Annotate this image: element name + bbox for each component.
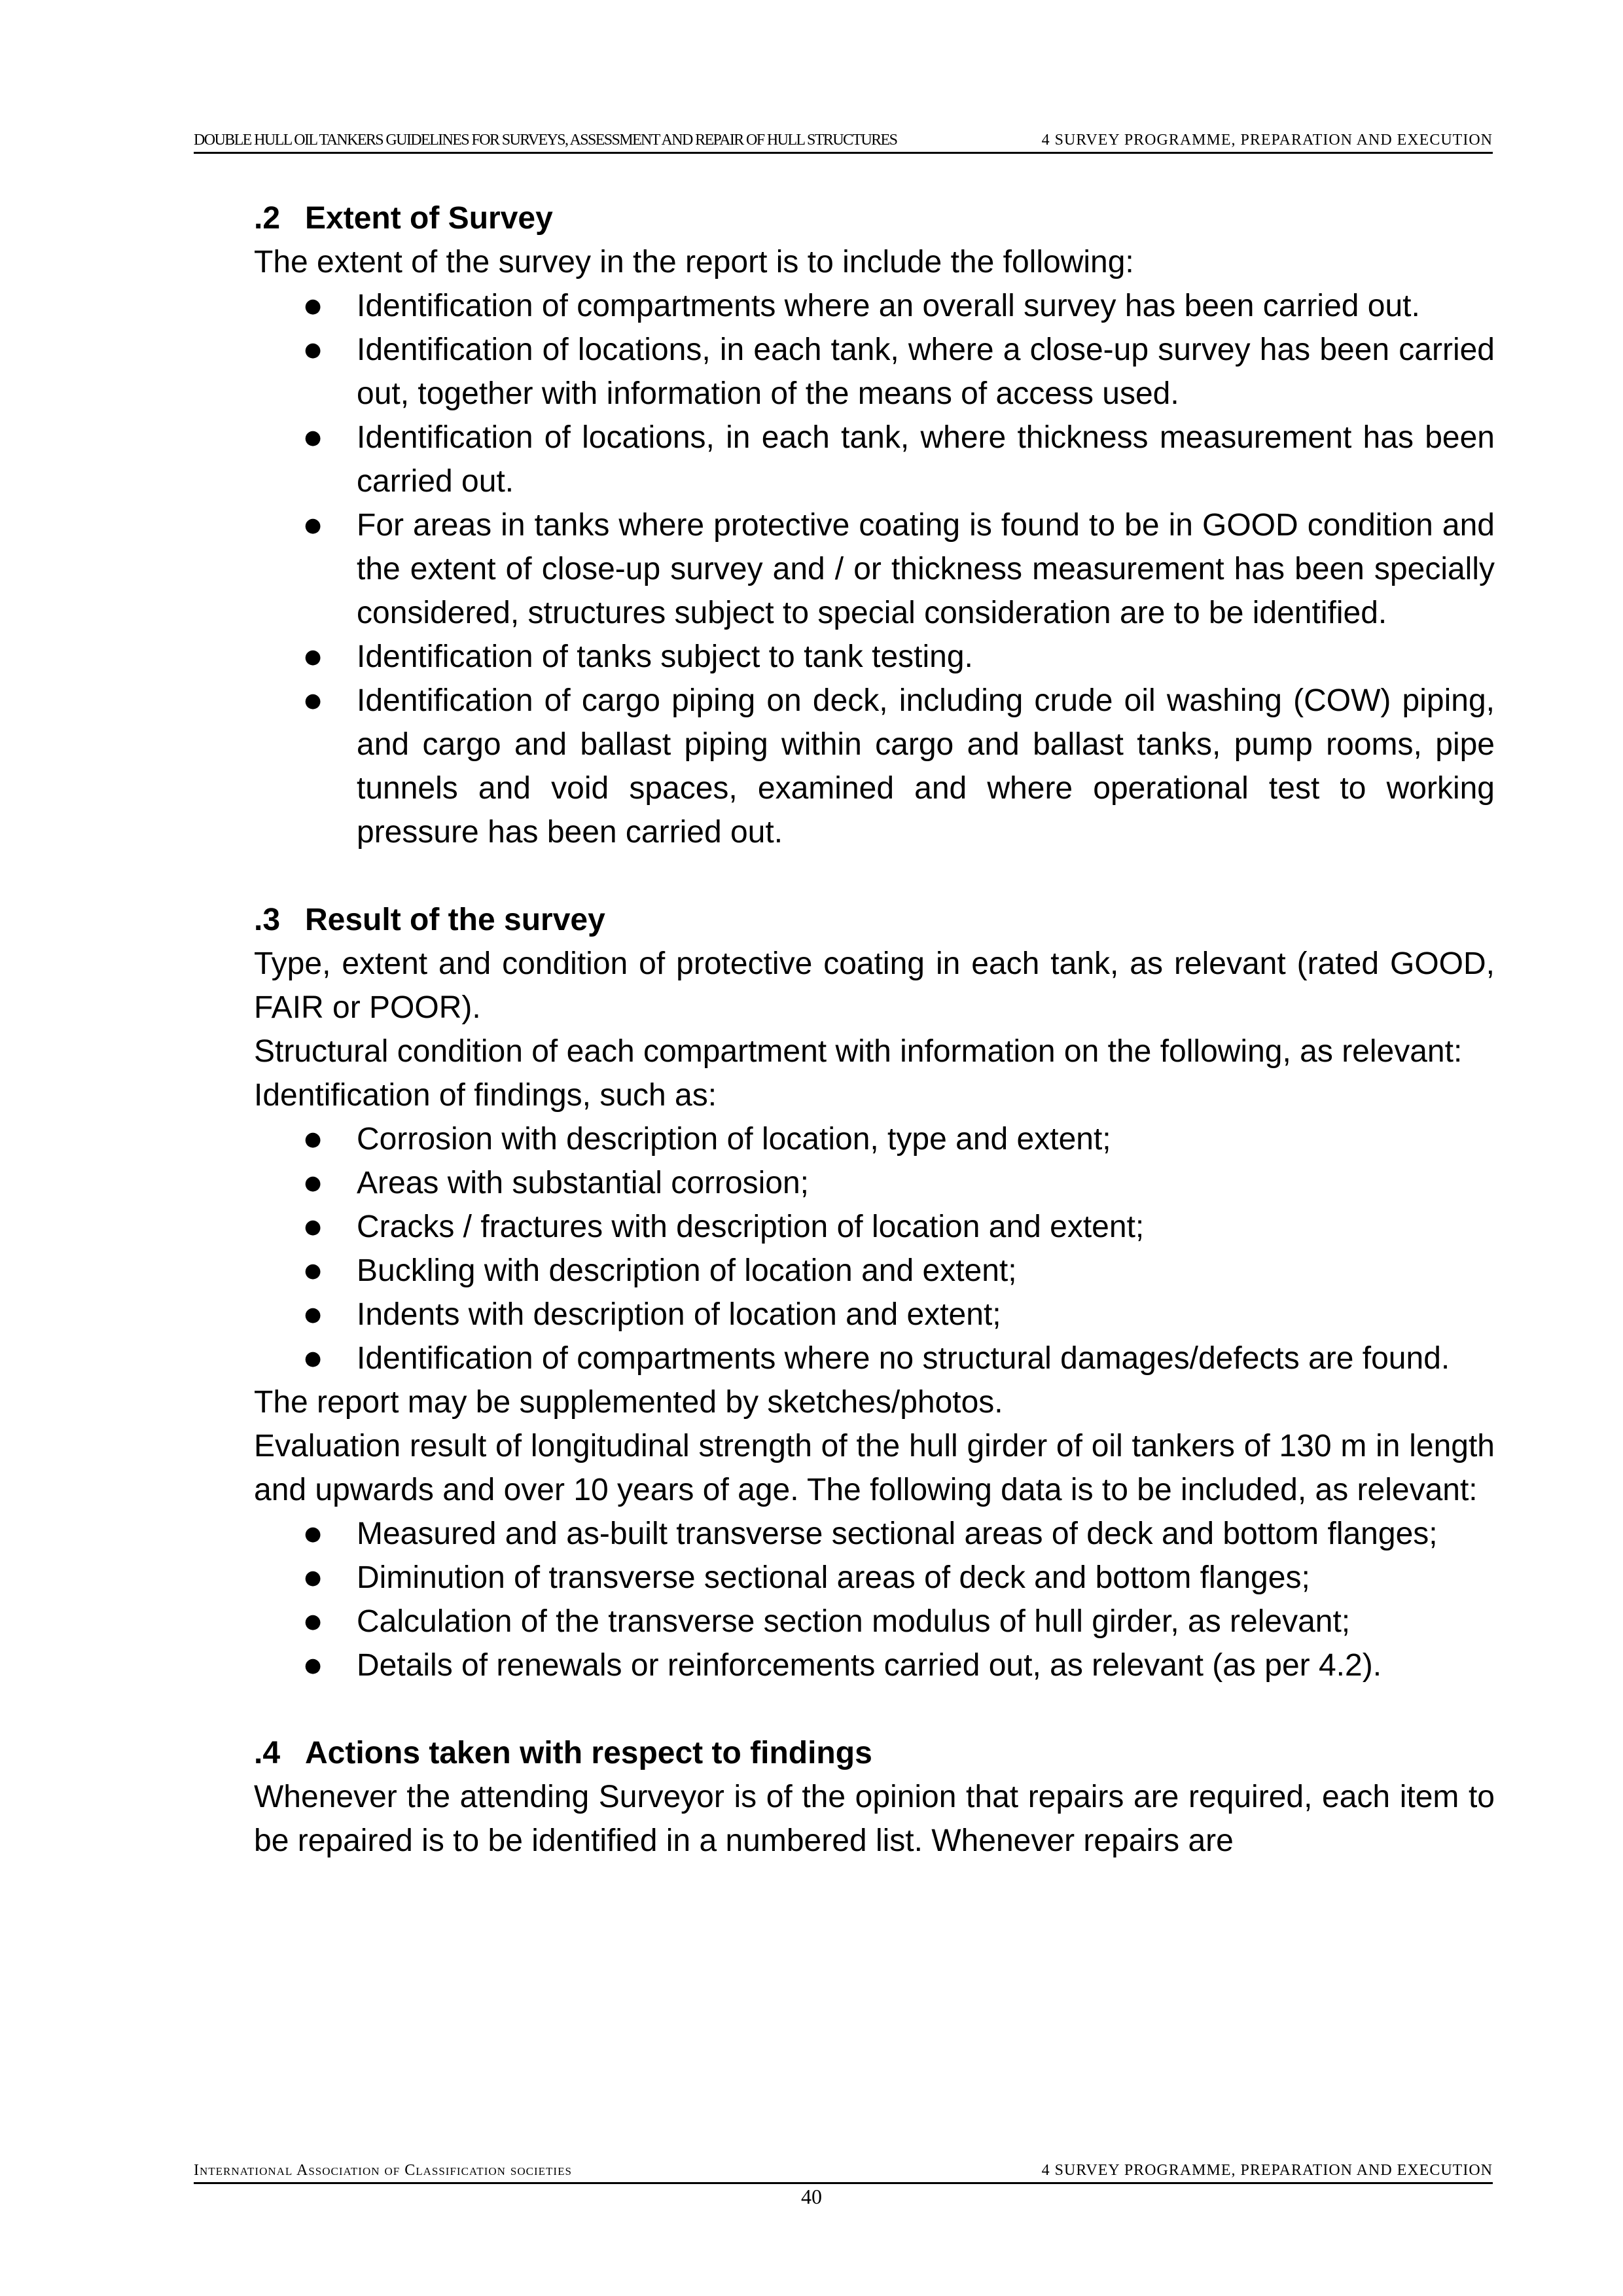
bullet-icon: ●: [304, 1172, 322, 1194]
list-item: ● For areas in tanks where protective coating is found to be in GOOD condition and the extent of close-up survey and / or thickness measurement has been specially considered, structures subject to special consideration are to be identified.: [254, 503, 1495, 635]
bullet-icon: ●: [304, 1259, 322, 1282]
list-item: ● Identification of cargo piping on deck, including crude oil washing (COW) piping, and cargo and ballast piping within cargo and ballast tanks, pump rooms, pipe tunnels and void spaces, examined and where operational test to working pressure has been carried out.: [254, 679, 1495, 854]
footer-organization: International Association of Classification societies: [194, 2162, 572, 2179]
section-2-number: .2: [254, 201, 281, 236]
page-body: [254, 196, 1495, 1863]
bullet-icon: ●: [304, 426, 322, 449]
list-item: ● Diminution of transverse sectional areas of deck and bottom flanges;: [254, 1556, 1495, 1600]
bullet-icon: ●: [304, 1610, 322, 1633]
running-header: [194, 128, 1493, 154]
strength-bullet-list: [254, 1512, 1495, 1687]
header-chapter-title: 4 SURVEY PROGRAMME, PREPARATION AND EXECUTION: [1041, 132, 1493, 149]
repairs-paragraph: Whenever the attending Surveyor is of the opinion that repairs are required, each item to be repaired is to be identified in a numbered list. Whenever repairs are: [254, 1780, 1495, 1858]
section-2-intro: The extent of the survey in the report is to include the following:: [254, 245, 1134, 279]
list-item: ● Measured and as-built transverse sectional areas of deck and bottom flanges;: [254, 1512, 1495, 1556]
list-item: ● Identification of locations, in each tank, where thickness measurement has been carried out.: [254, 416, 1495, 503]
longitudinal-strength-paragraph: Evaluation result of longitudinal strength of the hull girder of oil tankers of 130 m in length and upwards and over 10 years of age. The following data is to be included, as relevant:: [254, 1429, 1495, 1507]
list-item: ● Calculation of the transverse section modulus of hull girder, as relevant;: [254, 1600, 1495, 1643]
list-item: ● Indents with description of location and extent;: [254, 1293, 1495, 1336]
list-item: ● Areas with substantial corrosion;: [254, 1161, 1495, 1205]
extent-bullet-list: [254, 284, 1495, 854]
section-4-title: Actions taken with respect to findings: [305, 1736, 872, 1770]
list-item: ● Identification of tanks subject to tank testing.: [254, 635, 1495, 679]
bullet-icon: ●: [304, 1347, 322, 1370]
section-4-number: .4: [254, 1736, 281, 1770]
list-item: ● Buckling with description of location and extent;: [254, 1249, 1495, 1293]
section-2-heading: [254, 196, 1495, 240]
bullet-icon: ●: [304, 338, 322, 361]
section-3-heading: [254, 898, 1495, 942]
bullet-icon: ●: [304, 645, 322, 668]
list-item: ● Corrosion with description of location, type and extent;: [254, 1117, 1495, 1161]
bullet-icon: ●: [304, 514, 322, 537]
section-3-number: .3: [254, 903, 281, 937]
list-item: ● Details of renewals or reinforcements carried out, as relevant (as per 4.2).: [254, 1643, 1495, 1687]
bullet-icon: ●: [304, 1566, 322, 1589]
section-spacer: [254, 854, 1495, 898]
findings-intro: Identification of findings, such as:: [254, 1078, 717, 1113]
list-item: ● Cracks / fractures with description of location and extent;: [254, 1205, 1495, 1249]
coating-paragraph: Type, extent and condition of protective coating in each tank, as relevant (rated GOOD, FAIR or POOR).: [254, 946, 1495, 1025]
bullet-icon: ●: [304, 1215, 322, 1238]
bullet-icon: ●: [304, 1128, 322, 1151]
section-3-title: Result of the survey: [305, 903, 605, 937]
section-2-title: Extent of Survey: [305, 201, 553, 236]
bullet-icon: ●: [304, 1303, 322, 1326]
bullet-icon: ●: [304, 295, 322, 317]
structural-condition-paragraph: Structural condition of each compartment with information on the following, as relevant:: [254, 1034, 1463, 1069]
list-item: ● Identification of locations, in each tank, where a close-up survey has been carried out, together with information of the means of access used.: [254, 328, 1495, 416]
footer-chapter-title: 4 SURVEY PROGRAMME, PREPARATION AND EXECUTION: [1041, 2162, 1493, 2179]
section-4-heading: [254, 1731, 1495, 1775]
running-footer: [194, 2159, 1493, 2184]
bullet-icon: ●: [304, 1654, 322, 1677]
sketches-paragraph: The report may be supplemented by sketches/photos.: [254, 1385, 1003, 1420]
header-document-title: DOUBLE HULL OIL TANKERS GUIDELINES FOR SURVEYS, ASSESSMENT AND REPAIR OF HULL STRUCTURES: [194, 132, 897, 149]
list-item: ● Identification of compartments where no structural damages/defects are found.: [254, 1336, 1495, 1380]
page-number: 40: [801, 2185, 822, 2208]
list-item: ● Identification of compartments where an overall survey has been carried out.: [254, 284, 1495, 328]
findings-bullet-list: [254, 1117, 1495, 1380]
bullet-icon: ●: [304, 689, 322, 712]
section-spacer: [254, 1687, 1495, 1731]
bullet-icon: ●: [304, 1522, 322, 1545]
